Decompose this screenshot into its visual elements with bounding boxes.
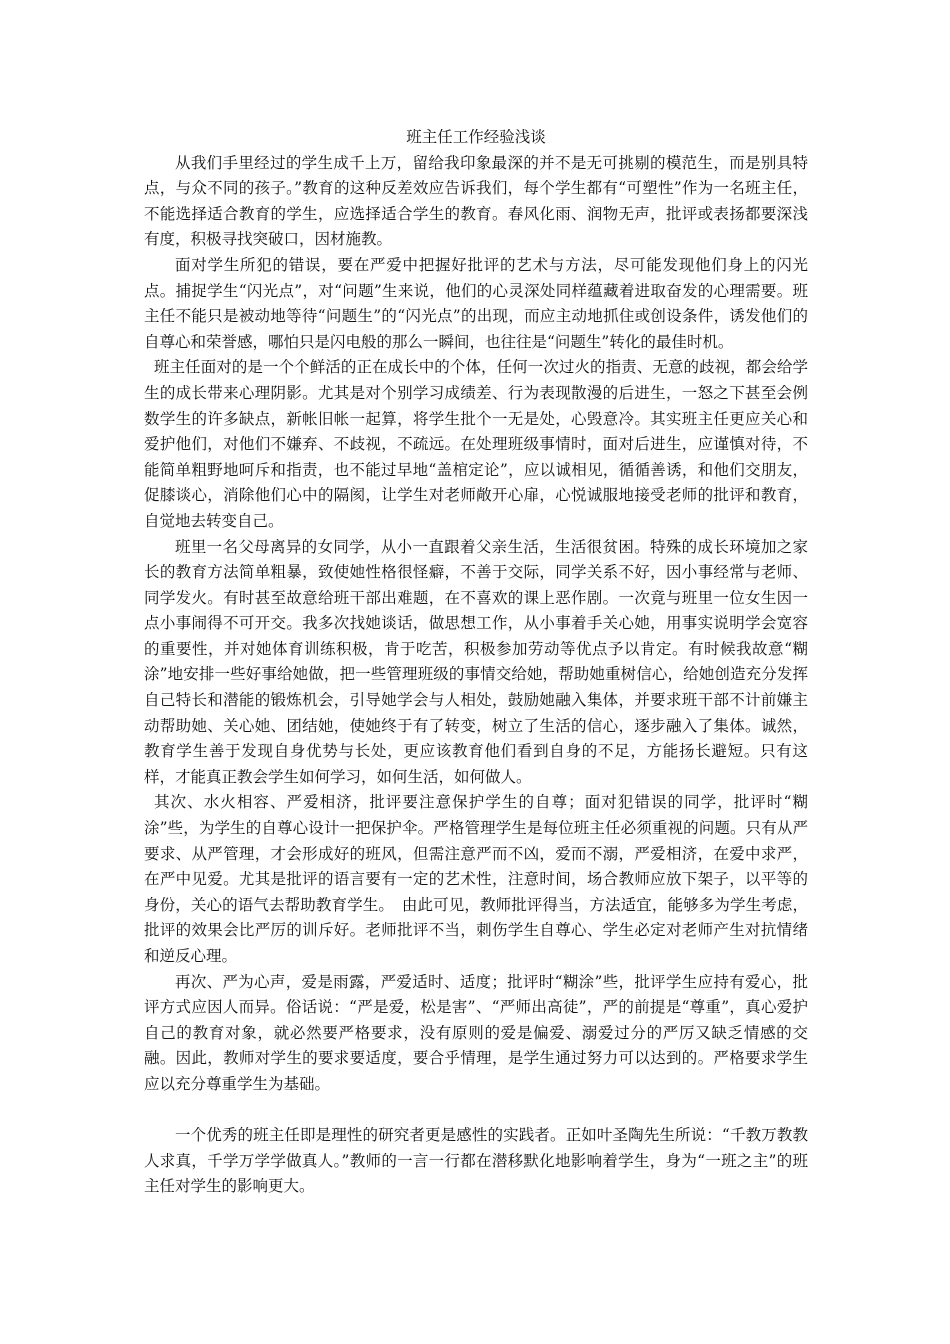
paragraph-strict-love: 再次、严为心声，爱是雨露，严爱适时、适度；批评时“糊涂”些，批评学生应持有爱心，批评方式应因人而异。俗话说：“严是爱，松是害”、“严师出高徒”，严的前提是“尊重”，真心爱护自己的教育对象，就必然要严格要求，没有原则的爱是偏爱、溺爱过分的严厉又缺乏情感的交融。因此，教师对学生的要求要适度，要合乎情理，是学生通过努力可以达到的。严格要求学生应以充分尊重学生为基础。	[144, 972, 808, 1093]
document-body	[144, 125, 808, 1200]
paragraph-gap	[144, 1098, 808, 1124]
paragraph-criticism-method: 面对学生所犯的错误，要在严爱中把握好批评的艺术与方法，尽可能发现他们身上的闪光点。捕捉学生“闪光点”，对“问题”生来说，他们的心灵深处同样蕴藏着进取奋发的心理需要。班主任不能只是被动地等待“问题生”的“闪光点”的出现，而应主动地抓住或创设条件，诱发他们的自尊心和荣誉感，哪怕只是闪电般的那么一瞬间，也往往是“问题生”转化的最佳时机。	[144, 255, 808, 351]
paragraph-student-case: 班里一名父母离异的女同学，从小一直跟着父亲生活，生活很贫困。特殊的成长环境加之家长的教育方法简单粗暴，致使她性格很怪癖，不善于交际，同学关系不好，因小事经常与老师、同学发火。有时甚至故意给班干部出难题，在不喜欢的课上恶作剧。一次竟与班里一位女生因一点小事闹得不可开交。我多次找她谈话，做思想工作，从小事着手关心她，用事实说明学会宽容的重要性，并对她体育训练积极，肯于吃苦，积极参加劳动等优点予以肯定。有时候我故意“糊涂”地安排一些好事给她做，把一些管理班级的事情交给她，帮助她重树信心，给她创造充分发挥自己特长和潜能的锻炼机会，引导她学会与人相处，鼓励她融入集体，并要求班干部不计前嫌主动帮助她、关心她、团结她，使她终于有了转变，树立了生活的信心，逐步融入了集体。诚然，教育学生善于发现自身优势与长处，更应该教育他们看到自身的不足，方能扬长避短。只有这样，才能真正教会学生如何学习，如何生活，如何做人。	[144, 537, 808, 786]
paragraph-conclusion: 一个优秀的班主任即是理性的研究者更是感性的实践者。正如叶圣陶先生所说：“千教万教教人求真，千学万学学做真人。”教师的一言一行都在潜移默化地影响着学生，身为“一班之主”的班主任对学生的影响更大。	[144, 1126, 808, 1196]
document-title: 班主任工作经验浅谈	[406, 128, 546, 146]
paragraph-individual-care: 班主任面对的是一个个鲜活的正在成长中的个体，任何一次过火的指责、无意的歧视，都会给学生的成长带来心理阴影。尤其是对个别学习成绩差、行为表现散漫的后进生，一怒之下甚至会例数学生的许多缺点，新帐旧帐一起算，将学生批个一无是处，心毁意冷。其实班主任更应关心和爱护他们，对他们不嫌弃、不歧视，不疏远。在处理班级事情时，面对后进生，应谨慎对待，不能简单粗野地呵斥和指责，也不能过早地“盖棺定论”，应以诚相见，循循善诱，和他们交朋友，促膝谈心，消除他们心中的隔阂，让学生对老师敞开心扉，心悦诚服地接受老师的批评和教育，自觉地去转变自己。	[144, 358, 808, 530]
paragraph-self-respect: 其次、水火相容、严爱相济，批评要注意保护学生的自尊；面对犯错误的同学，批评时“糊涂”些，为学生的自尊心设计一把保护伞。严格管理学生是每位班主任必须重视的问题。只有从严要求、从严管理，才会形成好的班风，但需注意严而不凶，爱而不溺，严爱相济，在爱中求严，在严中见爱。尤其是批评的语言要有一定的艺术性，注意时间，场合教师应放下架子，以平等的身份，关心的语气去帮助教育学生。 由此可见，教师批评得当，方法适宜，能够多为学生考虑，批评的效果会比严厉的训斥好。老师批评不当，刺伤学生自尊心、学生必定对老师产生对抗情绪和逆反心理。	[144, 793, 808, 965]
paragraph-intro: 从我们手里经过的学生成千上万，留给我印象最深的并不是无可挑剔的模范生，而是别具特点，与众不同的孩子。”教育的这种反差效应告诉我们，每个学生都有“可塑性”作为一名班主任，不能选择适合教育的学生，应选择适合学生的教育。春风化雨、润物无声，批评或表扬都要深浅有度，积极寻找突破口，因材施教。	[144, 153, 808, 249]
